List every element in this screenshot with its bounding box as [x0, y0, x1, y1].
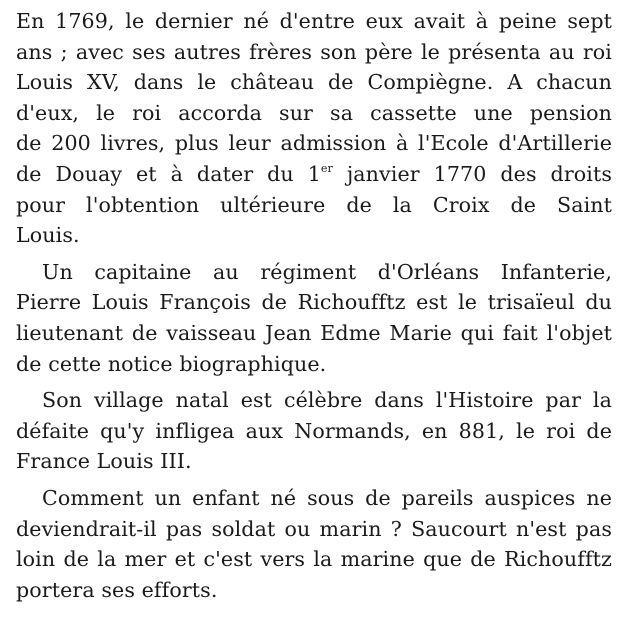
text-line: France Louis III. [16, 449, 192, 474]
paragraph-4 [16, 483, 612, 605]
text-line: Comment un enfant né sous de pareils auspices ne [42, 485, 612, 510]
text-line: Louis XV, dans le château de Compiègne. A chacun [16, 70, 612, 95]
text-fragment: janvier 1770 des droits [332, 161, 613, 186]
text-fragment: de Douay et à dater du [16, 161, 294, 186]
document-page [16, 6, 612, 611]
text-line: de cette notice biographique. [16, 351, 327, 376]
text-line: Un capitaine au régiment d'Orléans Infanterie, [42, 259, 612, 284]
text-line: lieutenant de vaisseau Jean Edme Marie qui fait l'objet [16, 320, 612, 345]
text-line: d'eux, le roi accorda sur sa cassette une pension [16, 100, 612, 125]
paragraph-3 [16, 385, 612, 477]
text-line: deviendrait-il pas soldat ou marin ? Saucourt n'est pas [16, 516, 612, 541]
text-line: de 200 livres, plus leur admission à l'Ecole d'Artillerie [16, 131, 612, 156]
ordinal-superscript: er [320, 161, 333, 175]
text-line: Son village natal est célèbre dans l'Histoire par la [42, 388, 612, 413]
text-line: En 1769, le dernier né d'entre eux avait à peine sept [16, 9, 612, 33]
text-line: portera ses efforts. [16, 577, 218, 602]
text-line: loin de la mer et c'est vers la marine que de Richoufftz [16, 547, 612, 572]
text-line: Pierre Louis François de Richoufftz est le trisaïeul du [16, 290, 612, 315]
text-line: ans ; avec ses autres frères son père le présenta au roi [16, 39, 612, 64]
paragraph-2 [16, 257, 612, 379]
text-line: défaite qu'y infligea aux Normands, en 881, le roi de [16, 418, 612, 443]
paragraph-1 [16, 6, 612, 251]
text-line: pour l'obtention ultérieure de la Croix de Saint [16, 192, 612, 217]
text-line: Louis. [16, 223, 80, 248]
text-line-with-ordinal: de Douay et à dater du 1er janvier 1770 des droits [16, 161, 613, 186]
